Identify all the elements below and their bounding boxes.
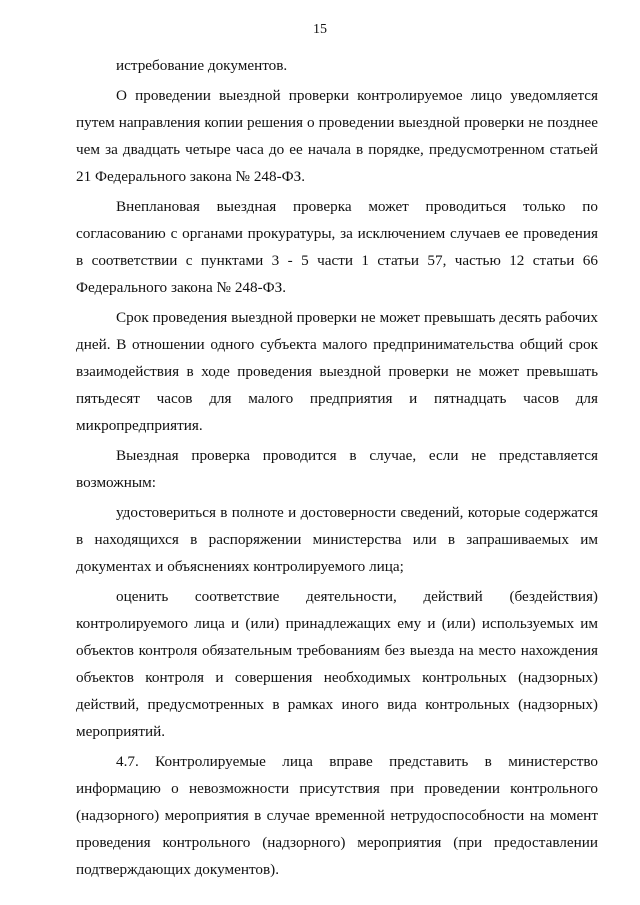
- paragraph-unscheduled-inspection: Внеплановая выездная проверка может проводиться только по согласованию с органами прокуратуры, за исключением случаев ее проведения в соответствии с пунктами 3 - 5 части 1 статьи 57, частью 12 статьи 66 Федерального закона № 248-ФЗ.: [76, 198, 598, 296]
- paragraph-document-request: истребование документов.: [116, 57, 288, 74]
- page-number: 15: [313, 22, 327, 37]
- paragraph-section-4-7: 4.7. Контролируемые лица вправе представить в министерство информацию о невозможности присутствия при проведении контрольного (надзорного) мероприятия в случае временной нетрудоспособности на момент проведения контрольного (надзорного) мероприятия (при предоставлении подтверждающих документов).: [76, 753, 598, 878]
- paragraph-inspection-cases: Выездная проверка проводится в случае, если не представляется возможным:: [76, 447, 598, 491]
- paragraph-assess-compliance: оценить соответствие деятельности, действий (бездействия) контролируемого лица и (или) принадлежащих ему и (или) используемых им объектов контроля обязательным требованиям без выезда на место нахождения объектов контроля и совершения необходимых контрольных (надзорных) действий, предусмотренных в рамках иного вида контрольных (надзорных) мероприятий.: [76, 588, 598, 740]
- paragraph-notification: О проведении выездной проверки контролируемое лицо уведомляется путем направления копии решения о проведении выездной проверки не позднее чем за двадцать четыре часа до ее начала в порядке, предусмотренном статьей 21 Федерального закона № 248-ФЗ.: [76, 87, 598, 185]
- paragraph-inspection-term: Срок проведения выездной проверки не может превышать десять рабочих дней. В отношении одного субъекта малого предпринимательства общий срок взаимодействия в ходе проведения выездной проверки не может превышать пятьдесят часов для малого предприятия и пятнадцать часов для микропредприятия.: [76, 309, 598, 434]
- document-body: [76, 52, 598, 883]
- paragraph-verify-information: удостовериться в полноте и достоверности сведений, которые содержатся в находящихся в распоряжении министерства или в запрашиваемых им документах и объяснениях контролируемого лица;: [76, 504, 598, 575]
